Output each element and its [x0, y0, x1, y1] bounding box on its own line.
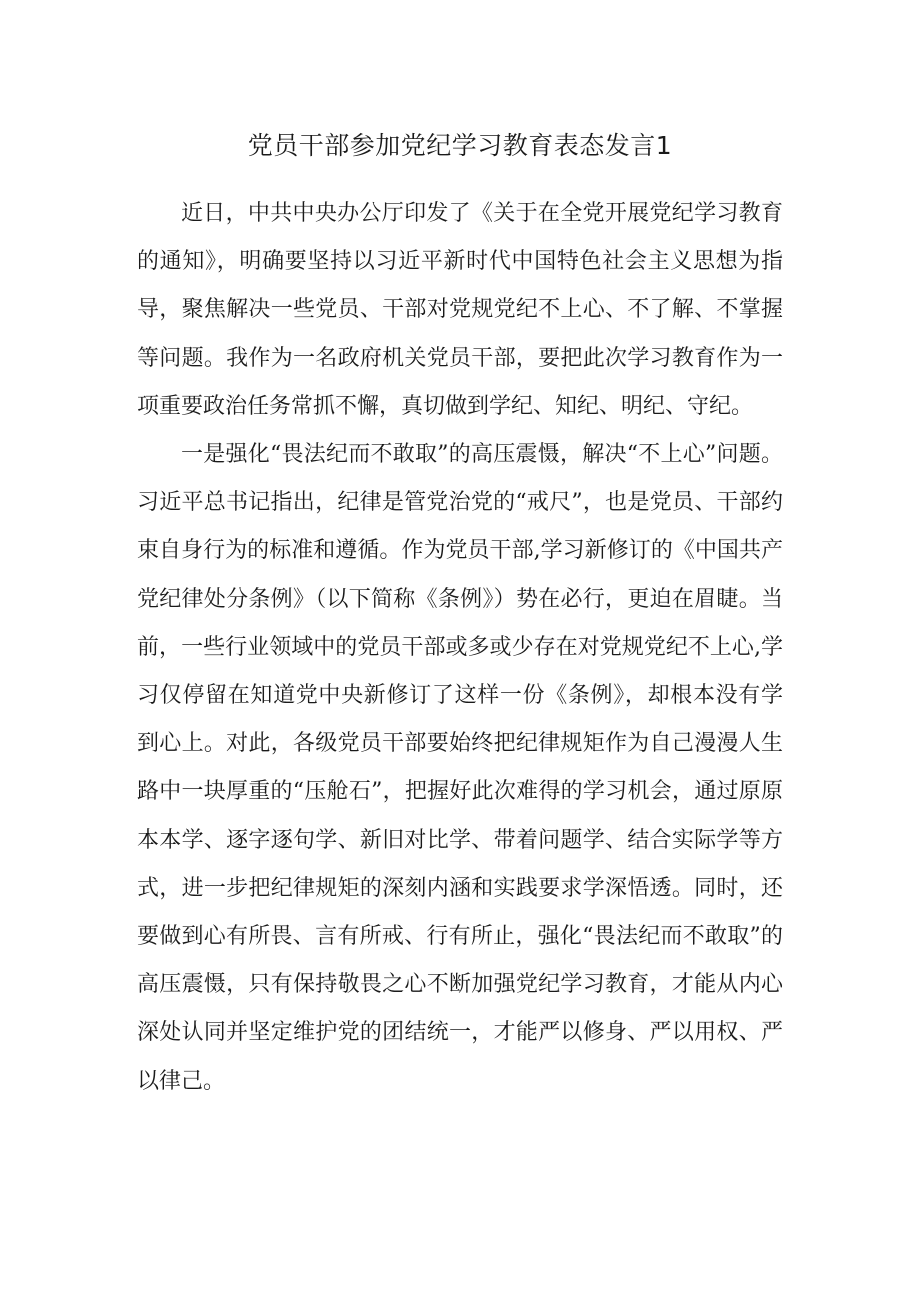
document-body — [137, 190, 783, 1106]
document-title: 党员干部参加党纪学习教育表态发言1 — [247, 131, 673, 160]
paragraph-point-one: 一是强化“畏法纪而不敢取”的高压震慑，解决“不上心”问题。习近平总书记指出，纪律是管党治党的“戒尺”，也是党员、干部约束自身行为的标准和遵循。作为党员干部,学习新修订的《中国共产党纪律处分条例》（以下简称《条例》）势在必行，更迫在眉睫。当前，一些行业领域中的党员干部或多或少存在对党规党纪不上心,学习仅停留在知道党中央新修订了这样一份《条例》，却根本没有学到心上。对此，各级党员干部要始终把纪律规矩作为自己漫漫人生路中一块厚重的“压舱石”，把握好此次难得的学习机会，通过原原本本学、逐字逐句学、新旧对比学、带着问题学、结合实际学等方式，进一步把纪律规矩的深刻内涵和实践要求学深悟透。同时，还要做到心有所畏、言有所戒、行有所止，强化“畏法纪而不敢取”的高压震慑，只有保持敬畏之心不断加强党纪学习教育，才能从内心深处认同并坚定维护党的团结统一，才能严以修身、严以用权、严以律己。 — [137, 442, 783, 1094]
paragraph-intro: 近日，中共中央办公厅印发了《关于在全党开展党纪学习教育的通知》，明确要坚持以习近平新时代中国特色社会主义思想为指导，聚焦解决一些党员、干部对党规党纪不上心、不了解、不掌握等问题。我作为一名政府机关党员干部，要把此次学习教育作为一项重要政治任务常抓不懈，真切做到学纪、知纪、明纪、守纪。 — [137, 201, 783, 419]
